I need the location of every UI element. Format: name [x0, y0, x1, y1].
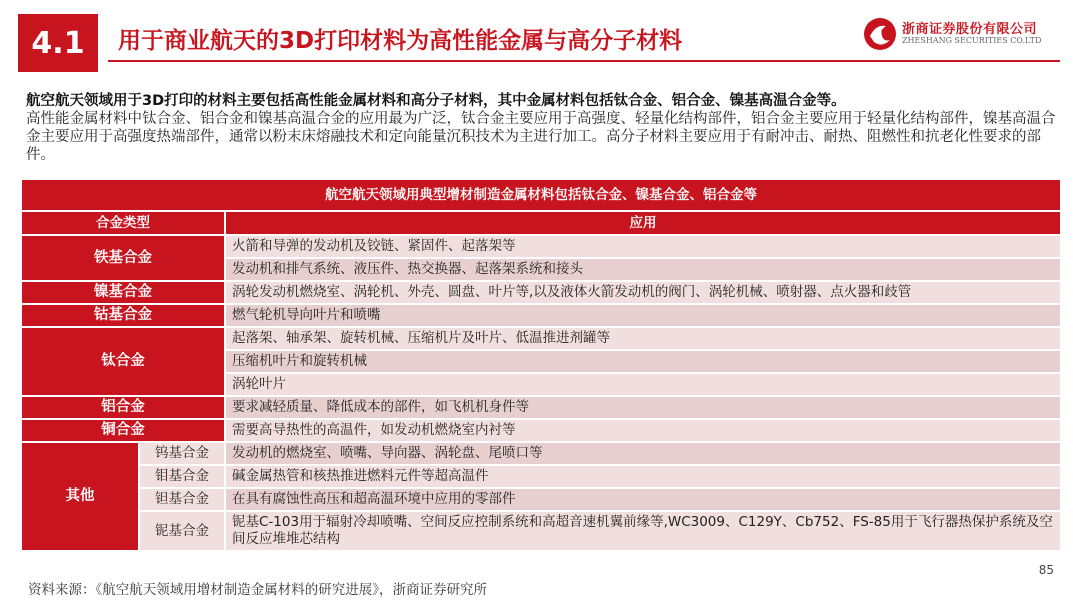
- application-cell: 需要高导热性的高温件，如发动机燃烧室内衬等: [225, 419, 1061, 442]
- application-cell: 发动机的燃烧室、喷嘴、导向器、涡轮盘、尾喷口等: [225, 442, 1061, 465]
- application-cell: 要求减轻质量、降低成本的部件，如飞机机身件等: [225, 396, 1061, 419]
- application-cell: 燃气轮机导向叶片和喷嘴: [225, 304, 1061, 327]
- application-cell: 发动机和排气系统、液压件、热交换器、起落架系统和接头: [225, 258, 1061, 281]
- intro-body-text: 高性能金属材料中钛合金、铝合金和镍基高温合金的应用最为广泛，钛合金主要应用于高强度、轻量化结构部件，铝合金主要应用于轻量化结构部件，镍基高温合金主要应用于高强度热端部件，通常以粉末床熔融技术和定向能量沉积技术为主进行加工。高分子材料主要应用于有耐冲击、耐热、阻燃性和抗老化性要求的部件。: [26, 111, 1056, 163]
- column-header-application: 应用: [225, 211, 1061, 235]
- company-logo: [862, 14, 1062, 54]
- section-number-badge: 4.1: [18, 14, 98, 72]
- subgroup-tantalum: 钽基合金: [139, 488, 225, 511]
- subgroup-tungsten: 钨基合金: [139, 442, 225, 465]
- application-cell: 火箭和导弹的发动机及铰链、紧固件、起落架等: [225, 235, 1061, 258]
- subgroup-molybdenum: 钼基合金: [139, 465, 225, 488]
- application-cell: 在具有腐蚀性高压和超高温环境中应用的零部件: [225, 488, 1061, 511]
- table-caption: 航空航天领域用典型增材制造金属材料包括钛合金、镍基合金、铝合金等: [21, 179, 1061, 211]
- application-cell: 压缩机叶片和旋转机械: [225, 350, 1061, 373]
- application-cell: 铌基C-103用于辐射冷却喷嘴、空间反应控制系统和高超音速机翼前缘等,WC3009、C129Y、Cb752、FS-85用于飞行器热保护系统及空间反应堆堆芯结构: [225, 511, 1061, 551]
- table-row: [21, 465, 1061, 488]
- group-iron: 铁基合金: [21, 235, 225, 281]
- table-row: [21, 396, 1061, 419]
- group-nickel: 镍基合金: [21, 281, 225, 304]
- table-row: [21, 419, 1061, 442]
- column-header-alloy-type: 合金类型: [21, 211, 225, 235]
- group-aluminum: 铝合金: [21, 396, 225, 419]
- application-cell: 起落架、轴承架、旋转机械、压缩机片及叶片、低温推进剂罐等: [225, 327, 1061, 350]
- slide-title: 用于商业航天的3D打印材料为高性能金属与高分子材料: [118, 28, 683, 54]
- group-titanium: 钛合金: [21, 327, 225, 396]
- application-cell: 涡轮叶片: [225, 373, 1061, 396]
- table-caption-row: [21, 179, 1061, 211]
- table-row: [21, 442, 1061, 465]
- group-cobalt: 钴基合金: [21, 304, 225, 327]
- intro-lead-sentence: 航空航天领域用于3D打印的材料主要包括高性能金属材料和高分子材料，其中金属材料包括钛合金、铝合金、镍基高温合金等。: [26, 93, 846, 109]
- header-divider: [108, 60, 1060, 62]
- source-note: 资料来源：《航空航天领域用增材制造金属材料的研究进展》，浙商证券研究所: [28, 582, 487, 598]
- table-row: [21, 235, 1061, 258]
- table-row: [21, 488, 1061, 511]
- table-header-row: [21, 211, 1061, 235]
- table-row: [21, 281, 1061, 304]
- group-copper: 铜合金: [21, 419, 225, 442]
- zheshang-logo-icon: [862, 16, 898, 52]
- application-cell: 涡轮发动机燃烧室、涡轮机、外壳、圆盘、叶片等,以及液体火箭发动机的阀门、涡轮机械、喷射器、点火器和歧管: [225, 281, 1061, 304]
- alloy-application-table: [20, 178, 1062, 552]
- table-row: [21, 327, 1061, 350]
- subgroup-niobium: 铌基合金: [139, 511, 225, 551]
- slide-header: [0, 0, 1080, 80]
- company-name-cn: 浙商证券股份有限公司: [902, 22, 1038, 37]
- application-cell: 碱金属热管和核热推进燃料元件等超高温件: [225, 465, 1061, 488]
- company-name-en: ZHESHANG SECURITIES CO.LTD: [902, 36, 1042, 45]
- intro-paragraph: [26, 92, 1066, 164]
- table-row: [21, 511, 1061, 551]
- page-number: 85: [1038, 563, 1054, 577]
- group-other: 其他: [21, 442, 139, 551]
- table-row: [21, 304, 1061, 327]
